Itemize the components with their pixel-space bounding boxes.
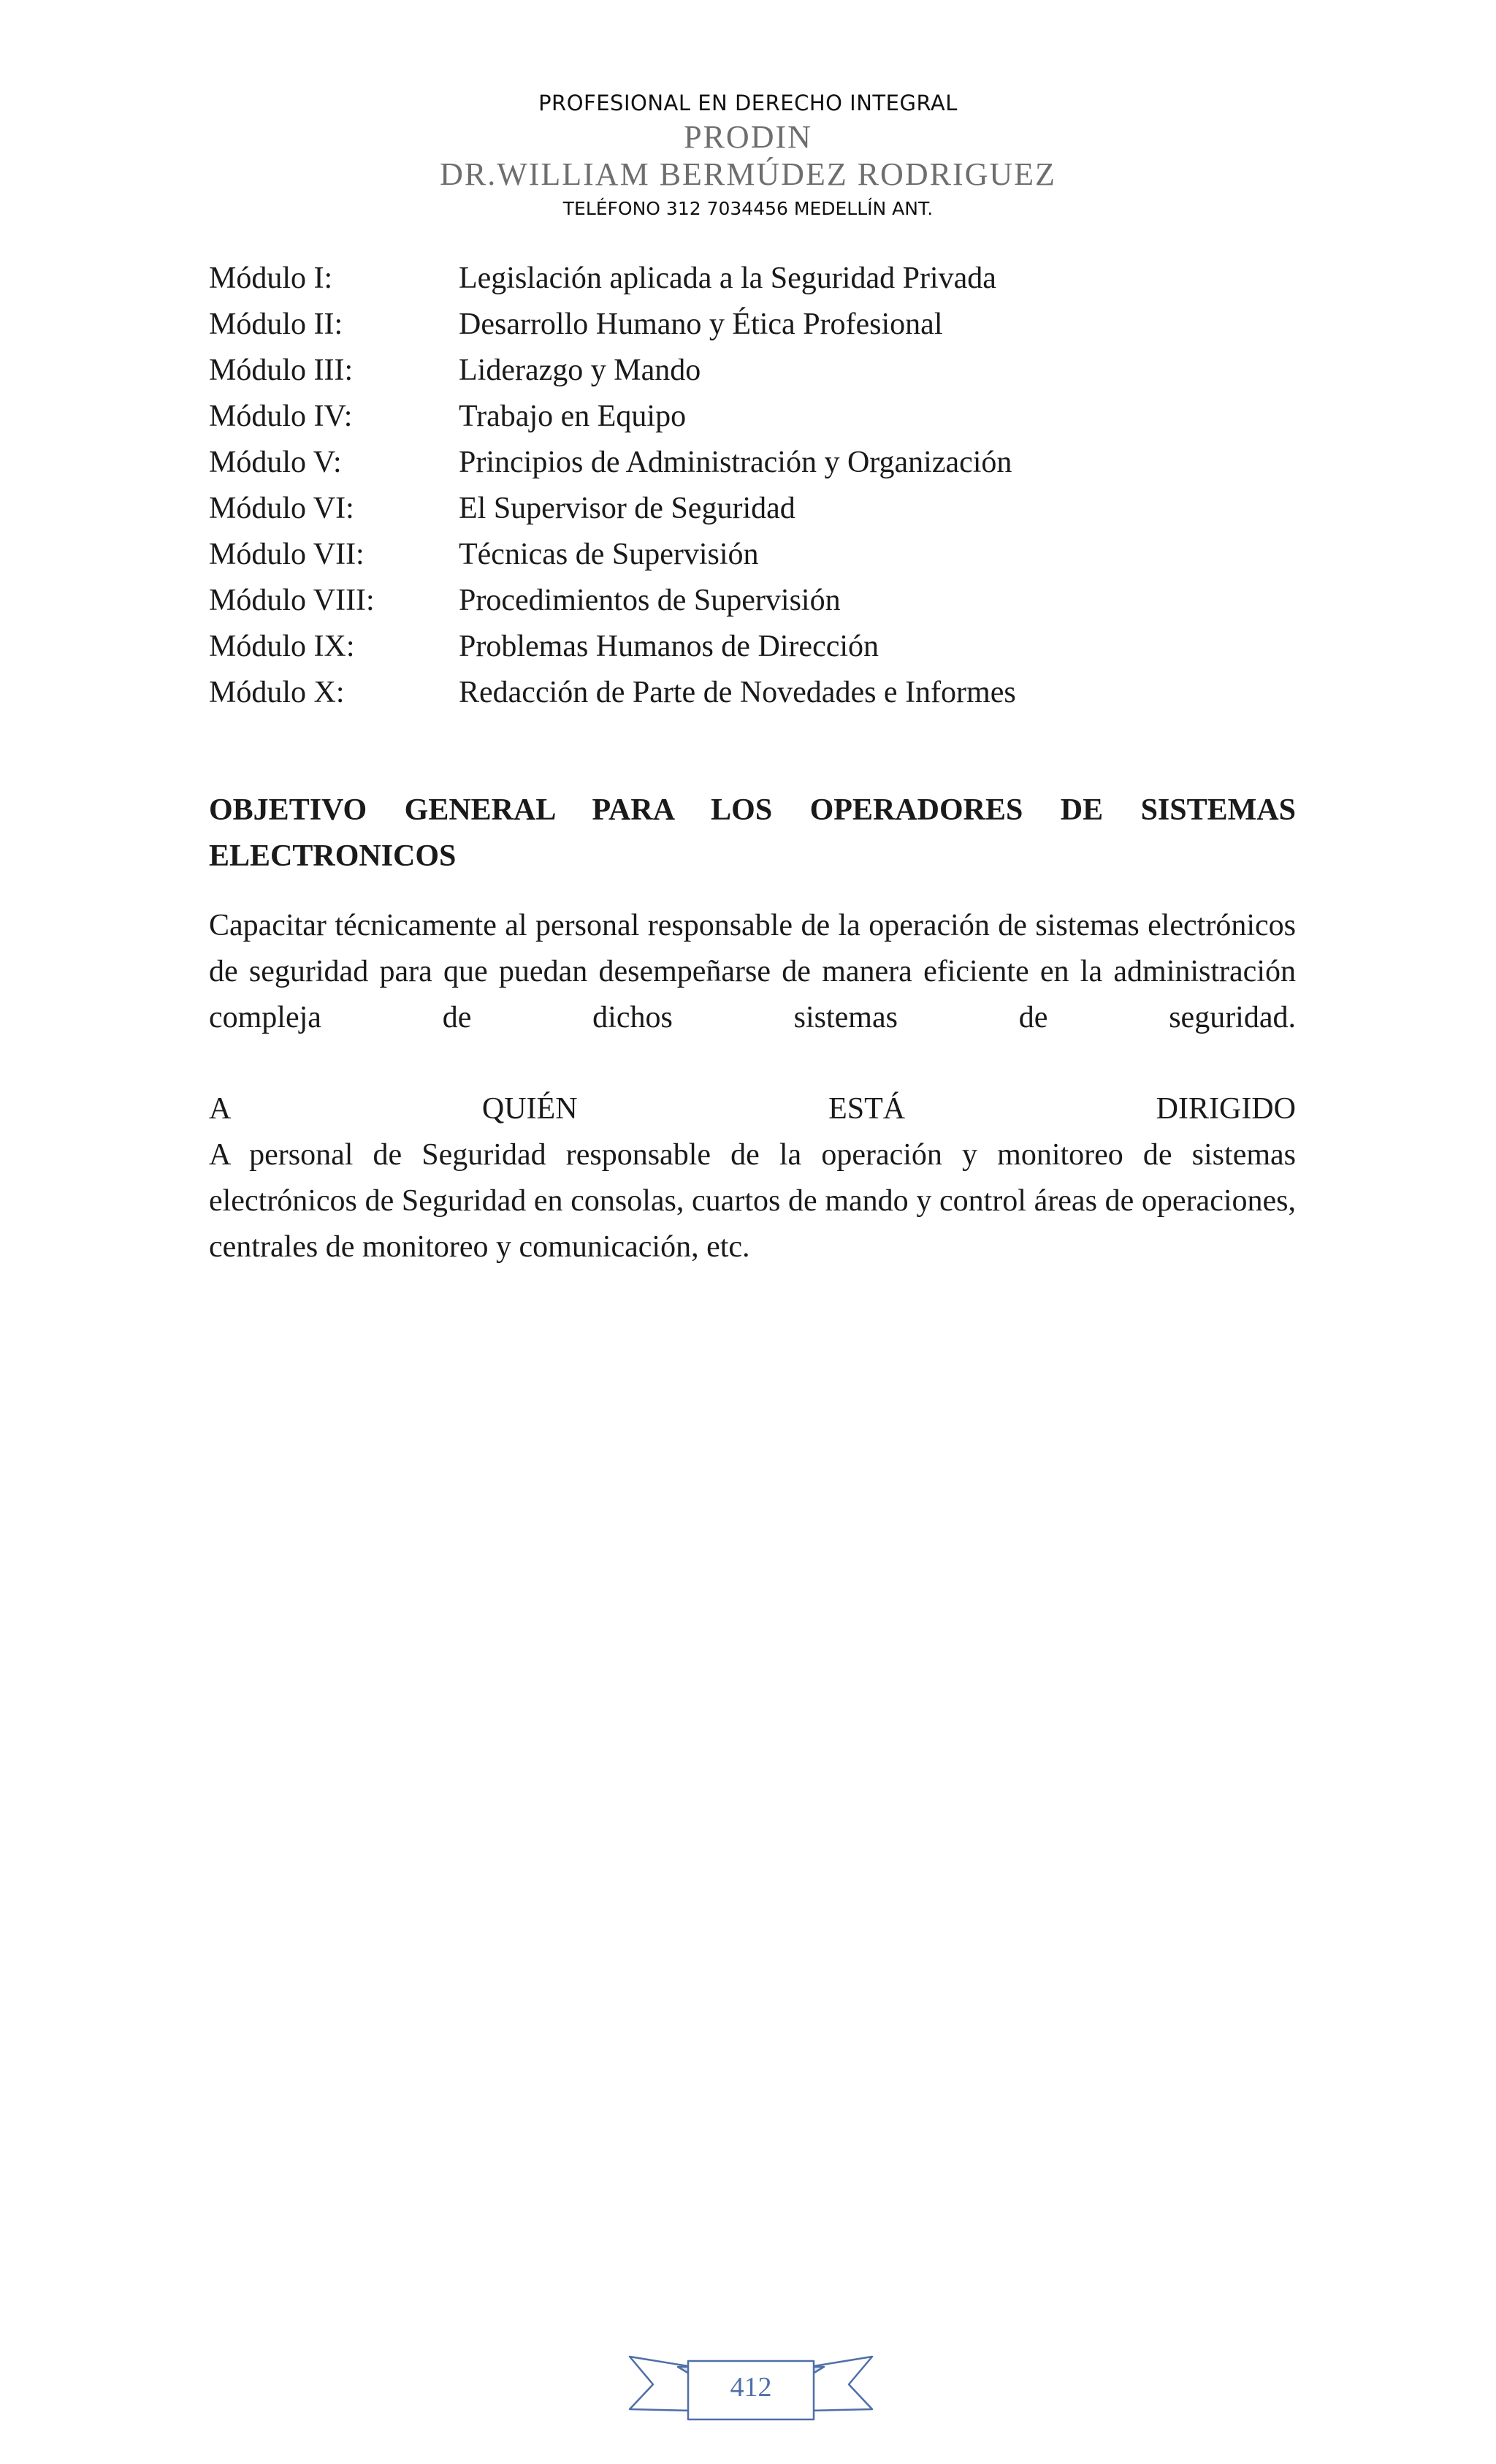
dirigido-heading-word: ESTÁ: [828, 1092, 906, 1126]
header-org-name: PROFESIONAL EN DERECHO INTEGRAL: [538, 91, 958, 115]
module-number: Módulo X:: [209, 676, 345, 709]
module-row: [209, 302, 1296, 348]
module-row: [209, 578, 1296, 624]
module-title: Principios de Administración y Organización: [459, 446, 1012, 479]
header-acronym: PRODIN: [684, 119, 812, 155]
module-list: [209, 256, 1296, 716]
module-title: Procedimientos de Supervisión: [459, 584, 841, 617]
objetivo-heading: OBJETIVO GENERAL PARA LOS OPERADORES DE SISTEMAS ELECTRONICOS: [209, 793, 1296, 873]
module-title: El Supervisor de Seguridad: [459, 492, 795, 525]
objetivo-paragraph: Capacitar técnicamente al personal responsable de la operación de sistemas electrónicos de seguridad para que puedan desempeñarse de manera eficiente en la administración compleja de dichos sistemas de seguridad.: [209, 909, 1296, 1034]
module-title: Redacción de Parte de Novedades e Informes: [459, 676, 1016, 709]
dirigido-heading-word: A: [209, 1092, 232, 1126]
module-row: [209, 532, 1296, 578]
page-number-badge: [627, 2351, 875, 2424]
dirigido-paragraph: A personal de Seguridad responsable de la operación y monitoreo de sistemas electrónicos de Seguridad en consolas, cuartos de mando y control áreas de operaciones, centrales de monitoreo y comunicación, etc.: [209, 1138, 1296, 1264]
module-title: Liderazgo y Mando: [459, 354, 701, 387]
header-author: DR.WILLIAM BERMÚDEZ RODRIGUEZ: [440, 156, 1056, 192]
module-title: Técnicas de Supervisión: [459, 538, 759, 571]
page-number: 412: [730, 2372, 772, 2403]
module-title: Desarrollo Humano y Ética Profesional: [459, 308, 943, 341]
module-number: Módulo III:: [209, 354, 354, 387]
page-header: [0, 86, 1496, 224]
dirigido-heading-word: DIRIGIDO: [1156, 1092, 1296, 1126]
module-row: [209, 624, 1296, 670]
module-title: Legislación aplicada a la Seguridad Privada: [459, 262, 996, 295]
module-number: Módulo VIII:: [209, 584, 375, 617]
module-number: Módulo II:: [209, 308, 343, 341]
page-content: [209, 256, 1296, 1270]
module-number: Módulo IV:: [209, 400, 353, 433]
module-row: [209, 486, 1296, 532]
dirigido-heading: [209, 1086, 1296, 1132]
module-number: Módulo VI:: [209, 492, 354, 525]
module-number: Módulo VII:: [209, 538, 365, 571]
module-title: Problemas Humanos de Dirección: [459, 630, 879, 663]
module-number: Módulo IX:: [209, 630, 355, 663]
module-number: Módulo I:: [209, 262, 333, 295]
module-title: Trabajo en Equipo: [459, 400, 687, 433]
header-contact: TELÉFONO 312 7034456 MEDELLÍN ANT.: [562, 198, 934, 219]
module-row: [209, 670, 1296, 716]
module-row: [209, 440, 1296, 486]
module-row: [209, 394, 1296, 440]
module-row: [209, 256, 1296, 302]
module-number: Módulo V:: [209, 446, 342, 479]
dirigido-heading-word: QUIÉN: [481, 1092, 578, 1126]
module-row: [209, 348, 1296, 394]
